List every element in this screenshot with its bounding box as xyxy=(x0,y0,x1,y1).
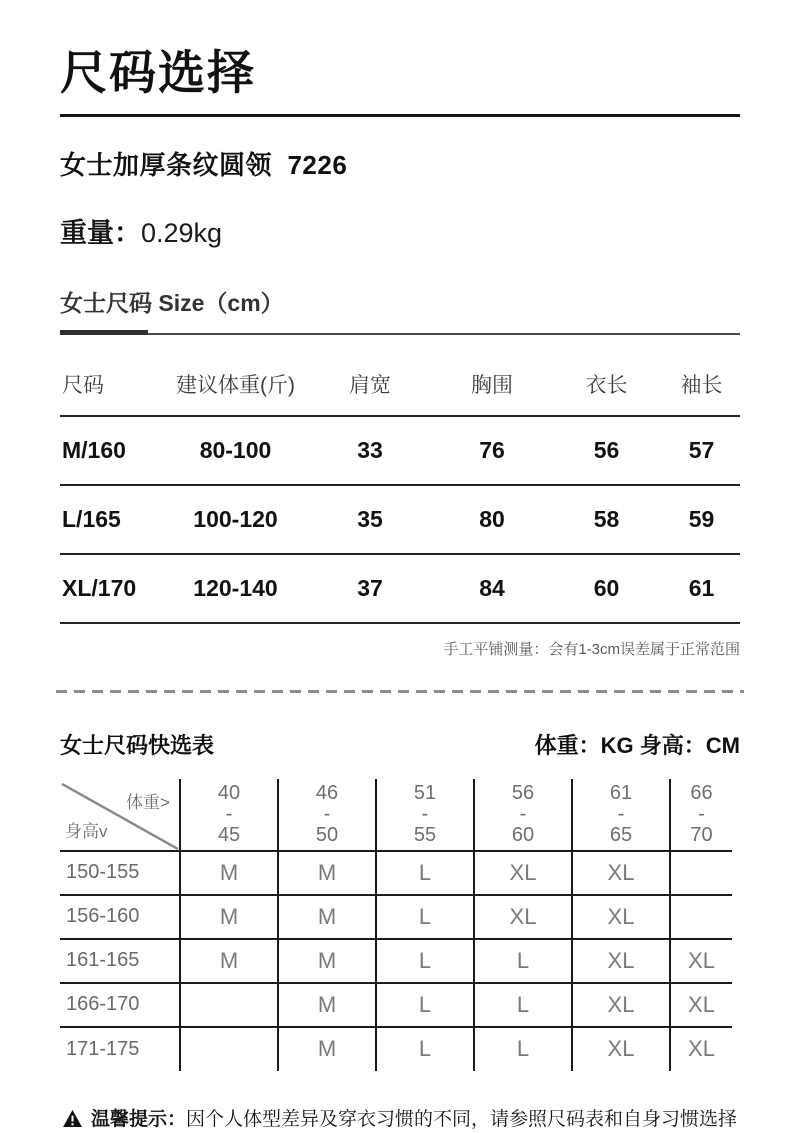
quick-size-cell: L xyxy=(376,983,474,1027)
quick-size-cell: XL xyxy=(572,939,670,983)
weight-to: 50 xyxy=(315,823,339,846)
weight-from: 46 xyxy=(315,781,339,804)
weight-dash: - xyxy=(617,802,625,825)
weight-to: 45 xyxy=(217,823,241,846)
quick-size-cell: XL xyxy=(572,851,670,895)
size-section-title: 女士尺码 Size（cm） xyxy=(60,289,284,316)
size-table xyxy=(60,365,740,624)
quick-size-cell xyxy=(670,851,732,895)
weight-from: 61 xyxy=(609,781,633,804)
size-cell: L/165 xyxy=(60,485,165,554)
product-weight xyxy=(60,211,740,250)
quick-size-cell: XL xyxy=(688,1036,715,1062)
corner-height-label: 身高v xyxy=(65,821,108,841)
quick-table xyxy=(60,779,732,1071)
corner-cell xyxy=(60,779,180,851)
weight-range-header xyxy=(474,779,572,851)
quick-size-cell: L xyxy=(376,1027,474,1071)
weight-label: 重量： xyxy=(60,217,141,248)
quick-size-cell: L xyxy=(474,939,572,983)
quick-size-cell: L xyxy=(376,895,474,939)
quick-size-cell: M xyxy=(180,895,278,939)
quick-table-row xyxy=(60,851,732,895)
quick-size-cell: M xyxy=(278,895,376,939)
weight-range-header xyxy=(376,779,474,851)
quick-size-cell: L xyxy=(376,851,474,895)
size-cell: 76 xyxy=(434,416,550,485)
weight-range-header xyxy=(670,779,732,851)
size-cell: 61 xyxy=(663,554,740,623)
height-range-cell: 166-170 xyxy=(60,983,180,1027)
size-cell: 80-100 xyxy=(165,416,306,485)
weight-dash: - xyxy=(519,802,527,825)
size-cell: 60 xyxy=(550,554,663,623)
size-cell: 120-140 xyxy=(165,554,306,623)
size-table-row xyxy=(60,416,740,485)
quick-table-header-row xyxy=(60,779,732,851)
height-range-cell: 161-165 xyxy=(60,939,180,983)
size-table-header-length: 衣长 xyxy=(550,365,663,416)
weight-dash: - xyxy=(421,802,429,825)
warning-prefix: 温馨提示： xyxy=(90,1108,186,1130)
quick-size-cell: L xyxy=(474,1027,572,1071)
size-cell: 57 xyxy=(663,416,740,485)
quick-table-header xyxy=(60,729,740,760)
weight-from: 51 xyxy=(413,781,437,804)
title-underline xyxy=(60,114,740,117)
warning-note xyxy=(60,1104,740,1133)
weight-range-header xyxy=(180,779,278,851)
weight-from: 56 xyxy=(511,781,535,804)
weight-value: 0.29kg xyxy=(141,217,223,248)
warning-text: 因个人体型差异及穿衣习惯的不同，请参照尺码表和自身习惯选择 xyxy=(186,1108,738,1130)
quick-size-cell: XL xyxy=(572,983,670,1027)
dashed-divider xyxy=(56,690,744,693)
size-table-header-weight: 建议体重(斤) xyxy=(165,365,306,416)
warning-triangle-icon xyxy=(63,1110,82,1133)
size-table-header-size: 尺码 xyxy=(60,365,165,416)
quick-table-row xyxy=(60,983,732,1027)
quick-size-cell: L xyxy=(376,939,474,983)
size-cell: 84 xyxy=(434,554,550,623)
quick-size-cell: XL xyxy=(670,939,732,983)
size-table-header-sleeve: 袖长 xyxy=(663,365,740,416)
size-cell: 33 xyxy=(306,416,434,485)
size-cell: 37 xyxy=(306,554,434,623)
size-cell: 80 xyxy=(434,485,550,554)
quick-size-cell: M xyxy=(278,1027,376,1071)
quick-size-cell: XL xyxy=(572,895,670,939)
quick-table-title: 女士尺码快选表 xyxy=(60,732,215,758)
size-cell: 100-120 xyxy=(165,485,306,554)
quick-size-cell: M xyxy=(180,939,278,983)
quick-size-cell xyxy=(180,983,278,1027)
quick-table-row xyxy=(60,1027,732,1071)
size-cell: 59 xyxy=(663,485,740,554)
quick-table-units: 体重：KG 身高：CM xyxy=(534,732,740,758)
weight-to: 60 xyxy=(511,823,535,846)
quick-size-cell: XL xyxy=(670,983,732,1027)
quick-size-cell: XL xyxy=(474,851,572,895)
weight-to: 55 xyxy=(413,823,437,846)
quick-size-cell: XL xyxy=(474,895,572,939)
size-table-row xyxy=(60,485,740,554)
size-cell: M/160 xyxy=(60,416,165,485)
weight-from: 66 xyxy=(690,781,713,804)
quick-size-cell xyxy=(180,1027,278,1071)
quick-size-cell: M xyxy=(278,939,376,983)
weight-dash: - xyxy=(323,802,331,825)
quick-size-cell: M xyxy=(278,851,376,895)
height-range-cell: 150-155 xyxy=(60,851,180,895)
size-table-header-bust: 胸围 xyxy=(434,365,550,416)
page-title: 尺码选择 xyxy=(60,46,256,99)
weight-dash: - xyxy=(225,802,233,825)
measure-note: 手工平铺测量：会有1-3cm误差属于正常范围 xyxy=(443,640,740,658)
size-table-row xyxy=(60,554,740,623)
size-table-header-row xyxy=(60,365,740,416)
quick-size-cell xyxy=(670,895,732,939)
size-cell: 58 xyxy=(550,485,663,554)
weight-range-header xyxy=(278,779,376,851)
weight-to: 65 xyxy=(609,823,633,846)
quick-size-cell: M xyxy=(180,851,278,895)
height-range-cell: 171-175 xyxy=(60,1027,180,1071)
size-table-header-shoulder: 肩宽 xyxy=(306,365,434,416)
size-section-underline xyxy=(60,330,740,335)
size-cell: 35 xyxy=(306,485,434,554)
quick-table-row xyxy=(60,939,732,983)
quick-size-cell: L xyxy=(474,983,572,1027)
weight-dash: - xyxy=(698,802,705,825)
size-cell: XL/170 xyxy=(60,554,165,623)
weight-to: 70 xyxy=(690,823,713,846)
corner-weight-label: 体重> xyxy=(126,792,170,812)
quick-table-row xyxy=(60,895,732,939)
quick-size-cell: M xyxy=(278,983,376,1027)
quick-size-cell: XL xyxy=(572,1027,670,1071)
weight-from: 40 xyxy=(217,781,241,804)
size-cell: 56 xyxy=(550,416,663,485)
product-title: 女士加厚条纹圆领 7226 xyxy=(60,149,348,180)
weight-range-header xyxy=(572,779,670,851)
height-range-cell: 156-160 xyxy=(60,895,180,939)
